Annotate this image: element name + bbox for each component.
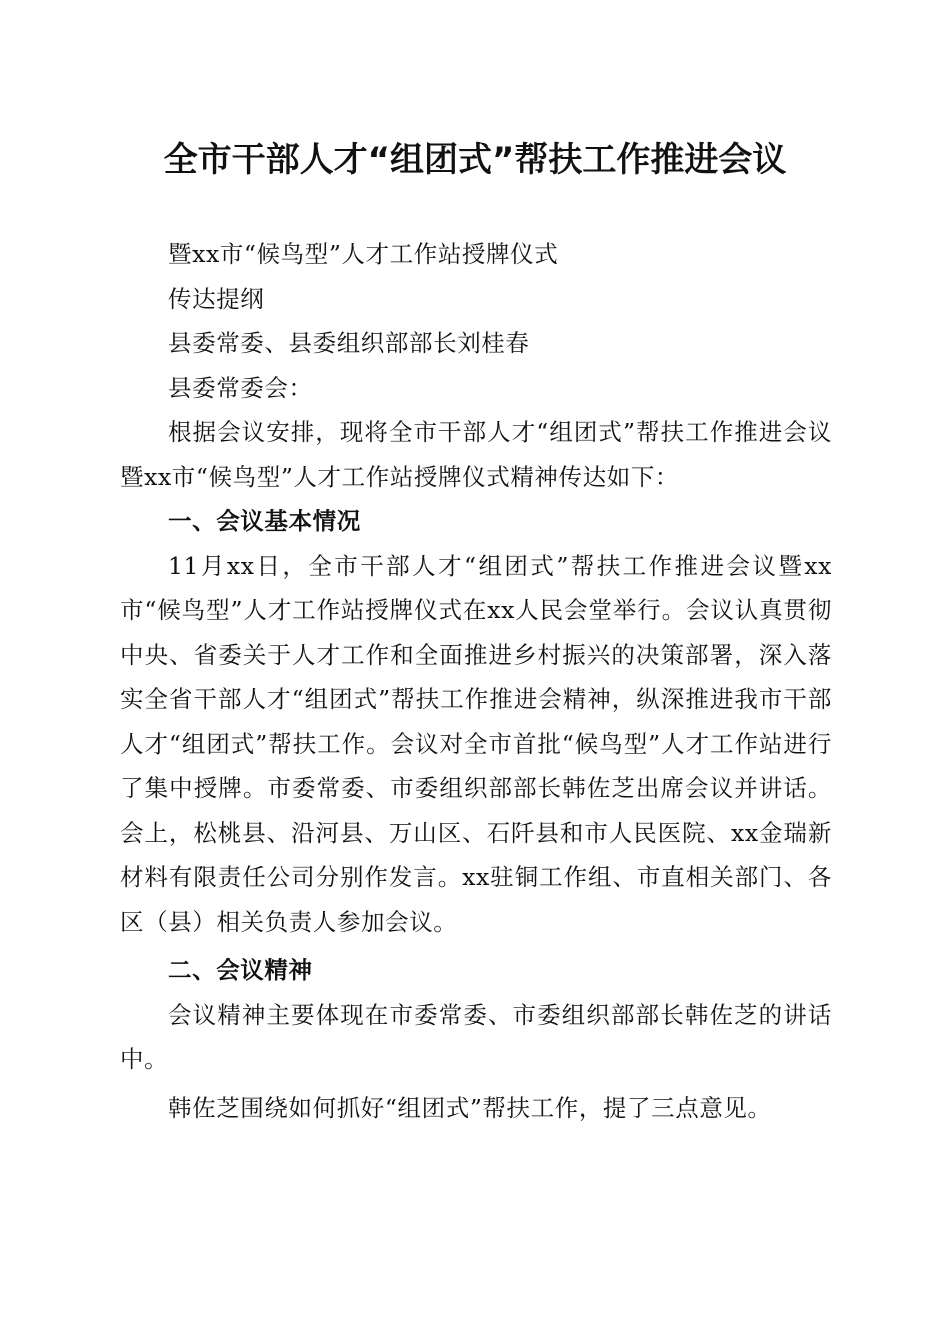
document-type-line: 传达提纲 xyxy=(168,284,265,313)
author-line: 县委常委、县委组织部部长刘桂春 xyxy=(168,329,530,357)
section-1-heading: 一、会议基本情况 xyxy=(168,507,361,535)
intro-paragraph: 根据会议安排，现将全市干部人才“组团式”帮扶工作推进会议暨xx市“候鸟型”人才工作站授牌仪式精神传达如下： xyxy=(120,418,832,491)
document-title: 全市干部人才“组团式”帮扶工作推进会议 xyxy=(163,140,787,180)
salutation-line: 县委常委会： xyxy=(168,373,313,402)
section-2-paragraph-2: 韩佐芝围绕如何抓好“组团式”帮扶工作，提了三点意见。 xyxy=(168,1093,772,1122)
document-body xyxy=(120,232,832,1130)
section-1-paragraph: 11月xx日，全市干部人才“组团式”帮扶工作推进会议暨xx市“候鸟型”人才工作站授牌仪式在xx人民会堂举行。会议认真贯彻中央、省委关于人才工作和全面推进乡村振兴的决策部署，深入落实全省干部人才“组团式”帮扶工作推进会精神，纵深推进我市干部人才“组团式”帮扶工作。会议对全市首批“候鸟型”人才工作站进行了集中授牌。市委常委、市委组织部部长韩佐芝出席会议并讲话。会上，松桃县、沿河县、万山区、石阡县和市人民医院、xx金瑞新材料有限责任公司分别作发言。xx驻铜工作组、市直相关部门、各区（县）相关负责人参加会议。 xyxy=(120,551,832,936)
section-2-heading: 二、会议精神 xyxy=(168,956,313,984)
section-2-paragraph: 会议精神主要体现在市委常委、市委组织部部长韩佐芝的讲话中。 xyxy=(120,1000,832,1073)
subtitle-line: 暨xx市“候鸟型”人才工作站授牌仪式 xyxy=(168,240,559,268)
